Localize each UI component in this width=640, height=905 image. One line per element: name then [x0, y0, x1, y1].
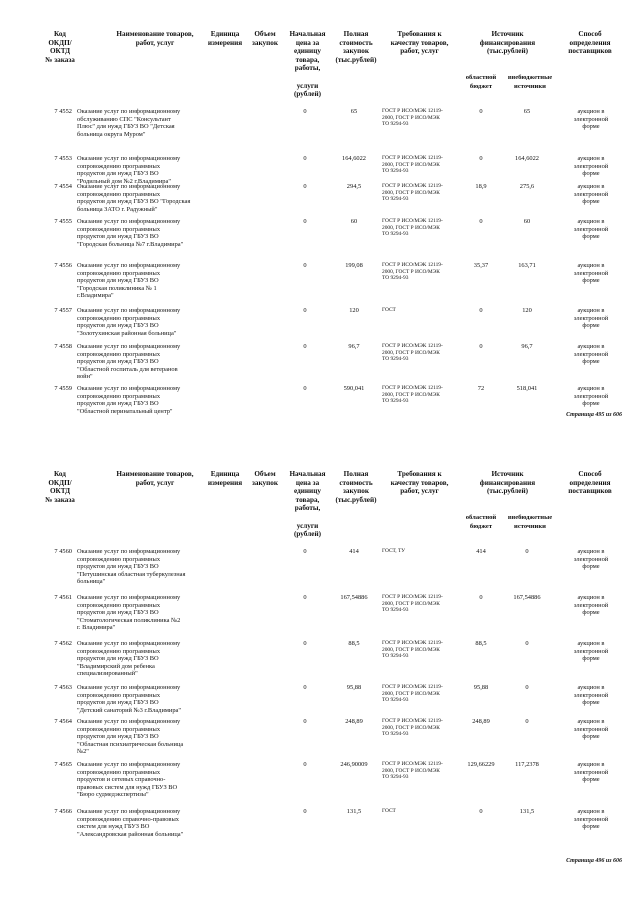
- row-full-cost: 95,88: [346, 684, 362, 691]
- row-full-cost: 65: [350, 108, 358, 115]
- row-regional: 0: [479, 108, 483, 115]
- header-source-extra: внебюджетные источники: [507, 514, 553, 530]
- table-row: [40, 108, 622, 155]
- row-code: 7 4563: [54, 684, 72, 691]
- header-name: Наименование товаров, работ, услуг: [116, 470, 194, 487]
- row-code: 7 4556: [54, 262, 72, 269]
- row-method: аукцион в электронной форме: [573, 262, 609, 285]
- row-full-cost: 164,6022: [342, 155, 366, 162]
- row-code: 7 4557: [54, 307, 72, 314]
- table-header: [40, 470, 622, 548]
- row-extra: 0: [525, 548, 529, 555]
- row-extra: 0: [525, 640, 529, 647]
- row-requirements: ГОСТ: [382, 808, 396, 814]
- row-start-price: 0: [303, 108, 307, 115]
- row-name: Оказание услуг по информационному сопровождению программных продуктов для нужд ГБУЗ ВО "Детский санаторий №3 г.Владимира": [77, 684, 181, 714]
- row-code: 7 4566: [54, 808, 72, 815]
- row-name: Оказание услуг по информационному сопровождению программных продуктов для нужд ГБУЗ ВО "Областной перинатальный центр": [77, 385, 181, 415]
- row-extra: 275,6: [519, 183, 535, 190]
- row-name: Оказание услуг по информационному обслуживанию СПС "Консультант Плюс" для нужд ГБУЗ ВО "Детская больница округа Муром": [77, 108, 181, 138]
- row-name: Оказание услуг по информационному сопровождению программных продуктов для нужд ГБУЗ ВО "Городская поликлиника № 1 г.Владимира": [77, 262, 181, 300]
- row-regional: 248,89: [472, 718, 490, 725]
- row-start-price: 0: [303, 218, 307, 225]
- row-regional: 95,88: [473, 684, 489, 691]
- header-requirements: Требования к качеству товаров, работ, услуг: [390, 470, 449, 496]
- row-regional: 18,9: [475, 183, 487, 190]
- row-extra: 96,7: [521, 343, 533, 350]
- row-requirements: ГОСТ Р ИСО/МЭК 12119- 2000, ГОСТ Р ИСО/МЭК ТО 9294-93: [382, 640, 443, 660]
- row-code: 7 4560: [54, 548, 72, 555]
- row-name: Оказание услуг по информационному сопровождению программных продуктов для нужд ГБУЗ ВО "Золотухинская районная больница": [77, 307, 181, 337]
- row-start-price: 0: [303, 155, 307, 162]
- row-extra: 0: [525, 684, 529, 691]
- header-start-price: Начальная цена за единицу товара, работы, услуги (рублей): [289, 470, 326, 539]
- table-row: [40, 385, 622, 417]
- row-requirements: ГОСТ Р ИСО/МЭК 12119- 2000, ГОСТ Р ИСО/МЭК ТО 9294-93: [382, 183, 443, 203]
- row-full-cost: 120: [349, 307, 359, 314]
- row-requirements: ГОСТ, ТУ: [382, 548, 406, 554]
- row-name: Оказание услуг по информационному сопровождению программных продуктов и сетевых справочно- правовых систем для нужд ГБУЗ ВО "Бюро судмедэкспертизы": [77, 761, 181, 799]
- table-row: [40, 218, 622, 262]
- row-method: аукцион в электронной форме: [573, 761, 609, 784]
- row-code: 7 4558: [54, 343, 72, 350]
- row-full-cost: 590,041: [343, 385, 365, 392]
- row-method: аукцион в электронной форме: [573, 594, 609, 617]
- row-extra: 0: [525, 718, 529, 725]
- row-start-price: 0: [303, 343, 307, 350]
- row-extra: 167,54886: [513, 594, 541, 601]
- row-method: аукцион в электронной форме: [573, 808, 609, 831]
- row-full-cost: 414: [349, 548, 359, 555]
- row-method: аукцион в электронной форме: [573, 108, 609, 131]
- table-row: [40, 343, 622, 385]
- header-code: Код ОКДП/ ОКТД № заказа: [45, 30, 75, 64]
- row-name: Оказание услуг по информационному сопровождению программных продуктов для нужд ГБУЗ ВО "Областная психиатрическая больница №2": [77, 718, 184, 756]
- row-start-price: 0: [303, 640, 307, 647]
- table-header: [40, 30, 622, 108]
- row-start-price: 0: [303, 761, 307, 768]
- row-full-cost: 248,89: [345, 718, 363, 725]
- table-row: [40, 183, 622, 218]
- table-row: [40, 262, 622, 307]
- row-requirements: ГОСТ Р ИСО/МЭК 12119- 2000, ГОСТ Р ИСО/МЭК ТО 9294-93: [382, 385, 443, 405]
- row-regional: 0: [479, 307, 483, 314]
- row-start-price: 0: [303, 718, 307, 725]
- row-name: Оказание услуг по информационному сопровождению программных продуктов для нужд ГБУЗ ВО "Стоматологическая поликлиника №2 г. Владимира": [77, 594, 181, 632]
- header-method: Способ определения поставщиков: [568, 30, 612, 56]
- row-name: Оказание услуг по информационному сопровождению программных продуктов для нужд ГБУЗ ВО "Владимирский дом ребенка специализированный": [77, 640, 181, 678]
- row-start-price: 0: [303, 262, 307, 269]
- row-method: аукцион в электронной форме: [573, 718, 609, 741]
- row-full-cost: 60: [350, 218, 358, 225]
- page-number: Страница 496 из 606: [566, 858, 622, 864]
- table-row: [40, 155, 622, 183]
- row-start-price: 0: [303, 808, 307, 815]
- header-full-cost: Полная стоимость закупок (тыс.рублей): [335, 30, 377, 64]
- row-method: аукцион в электронной форме: [573, 548, 609, 571]
- table-row: [40, 548, 622, 594]
- row-method: аукцион в электронной форме: [573, 343, 609, 366]
- header-source-extra: внебюджетные источники: [507, 74, 553, 90]
- row-code: 7 4564: [54, 718, 72, 725]
- table-row: [40, 718, 622, 761]
- row-requirements: ГОСТ Р ИСО/МЭК 12119- 2000, ГОСТ Р ИСО/МЭК ТО 9294-93: [382, 155, 443, 175]
- header-source-regional: областной бюджет: [465, 514, 497, 530]
- row-code: 7 4562: [54, 640, 72, 647]
- row-start-price: 0: [303, 307, 307, 314]
- row-code: 7 4565: [54, 761, 72, 768]
- document-page-496: [40, 470, 622, 864]
- header-volume: Объем закупок: [252, 30, 278, 47]
- row-start-price: 0: [303, 594, 307, 601]
- row-name: Оказание услуг по информационному сопровождению программных продуктов для нужд ГБУЗ ВО "Областной госпиталь для ветеранов войн": [77, 343, 181, 381]
- row-requirements: ГОСТ Р ИСО/МЭК 12119- 2000, ГОСТ Р ИСО/МЭК ТО 9294-93: [382, 718, 443, 738]
- row-extra: 65: [523, 108, 531, 115]
- row-start-price: 0: [303, 385, 307, 392]
- row-start-price: 0: [303, 183, 307, 190]
- row-name: Оказание услуг по информационному сопровождению программных продуктов для нужд ГБУЗ ВО "Петушинская областная туберкулезная больница": [77, 548, 186, 586]
- row-code: 7 4553: [54, 155, 72, 162]
- header-unit: Единица измерения: [207, 30, 243, 47]
- header-requirements: Требования к качеству товаров, работ, услуг: [390, 30, 449, 56]
- row-requirements: ГОСТ Р ИСО/МЭК 12119- 2000, ГОСТ Р ИСО/МЭК ТО 9294-93: [382, 218, 443, 238]
- row-requirements: ГОСТ Р ИСО/МЭК 12119- 2000, ГОСТ Р ИСО/МЭК ТО 9294-93: [382, 262, 443, 282]
- table-row: [40, 808, 622, 842]
- row-regional: 88,5: [475, 640, 487, 647]
- row-code: 7 4554: [54, 183, 72, 190]
- row-full-cost: 88,5: [348, 640, 360, 647]
- row-method: аукцион в электронной форме: [573, 183, 609, 206]
- row-code: 7 4561: [54, 594, 72, 601]
- row-full-cost: 96,7: [348, 343, 360, 350]
- row-method: аукцион в электронной форме: [573, 218, 609, 241]
- row-name: Оказание услуг по информационному сопровождению справочно-правовых систем для нужд ГБУЗ ВО "Александровская районная больница": [77, 808, 184, 838]
- page-number: Страница 495 из 606: [566, 412, 622, 418]
- row-extra: 120: [522, 307, 532, 314]
- row-start-price: 0: [303, 548, 307, 555]
- row-start-price: 0: [303, 684, 307, 691]
- row-code: 7 4552: [54, 108, 72, 115]
- table-row: [40, 684, 622, 718]
- row-full-cost: 246,90009: [340, 761, 368, 768]
- header-start-price: Начальная цена за единицу товара, работы, услуги (рублей): [289, 30, 326, 99]
- row-requirements: ГОСТ Р ИСО/МЭК 12119- 2000, ГОСТ Р ИСО/МЭК ТО 9294-93: [382, 594, 443, 614]
- row-regional: 35,37: [473, 262, 489, 269]
- row-requirements: ГОСТ Р ИСО/МЭК 12119- 2000, ГОСТ Р ИСО/МЭК ТО 9294-93: [382, 343, 443, 363]
- row-extra: 131,5: [519, 808, 535, 815]
- row-name: Оказание услуг по информационному сопровождению программных продуктов для нужд ГБУЗ ВО "Родильный дом №2 г.Владимира": [77, 155, 181, 185]
- row-code: 7 4559: [54, 385, 72, 392]
- row-extra: 164,6022: [515, 155, 539, 162]
- header-name: Наименование товаров, работ, услуг: [116, 30, 194, 47]
- row-regional: 129,66229: [467, 761, 495, 768]
- header-unit: Единица измерения: [207, 470, 243, 487]
- row-extra: 60: [523, 218, 531, 225]
- header-source: Источник финансирования (тыс.рублей): [479, 470, 536, 496]
- row-code: 7 4555: [54, 218, 72, 225]
- row-full-cost: 167,54886: [340, 594, 368, 601]
- row-regional: 0: [479, 594, 483, 601]
- row-extra: 163,71: [518, 262, 536, 269]
- row-requirements: ГОСТ Р ИСО/МЭК 12119- 2000, ГОСТ Р ИСО/МЭК ТО 9294-93: [382, 108, 443, 128]
- row-method: аукцион в электронной форме: [573, 155, 609, 178]
- row-full-cost: 199,08: [345, 262, 363, 269]
- header-method: Способ определения поставщиков: [568, 470, 612, 496]
- row-regional: 0: [479, 343, 483, 350]
- header-code: Код ОКДП/ ОКТД № заказа: [45, 470, 75, 504]
- row-name: Оказание услуг по информационному сопровождению программных продуктов для нужд ГБУЗ ВО "Городская больница ЗАТО г. Радужный": [77, 183, 191, 213]
- row-requirements: ГОСТ Р ИСО/МЭК 12119- 2000, ГОСТ Р ИСО/МЭК ТО 9294-93: [382, 684, 443, 704]
- row-regional: 0: [479, 155, 483, 162]
- row-requirements: ГОСТ Р ИСО/МЭК 12119- 2000, ГОСТ Р ИСО/МЭК ТО 9294-93: [382, 761, 443, 781]
- table-row: [40, 761, 622, 808]
- header-full-cost: Полная стоимость закупок (тыс.рублей): [335, 470, 377, 504]
- row-regional: 0: [479, 218, 483, 225]
- row-extra: 117,2378: [515, 761, 539, 768]
- table-row: [40, 594, 622, 640]
- document-page-495: [40, 30, 622, 417]
- row-method: аукцион в электронной форме: [573, 640, 609, 663]
- row-method: аукцион в электронной форме: [573, 307, 609, 330]
- row-regional: 0: [479, 808, 483, 815]
- row-extra: 518,041: [516, 385, 538, 392]
- header-source-regional: областной бюджет: [465, 74, 497, 90]
- row-full-cost: 294,5: [346, 183, 362, 190]
- table-row: [40, 307, 622, 343]
- row-requirements: ГОСТ: [382, 307, 396, 313]
- row-regional: 414: [476, 548, 486, 555]
- header-volume: Объем закупок: [252, 470, 278, 487]
- row-name: Оказание услуг по информационному сопровождению программных продуктов для нужд ГБУЗ ВО "Городская больница №7 г.Владимира": [77, 218, 184, 248]
- row-method: аукцион в электронной форме: [573, 385, 609, 408]
- row-method: аукцион в электронной форме: [573, 684, 609, 707]
- table-row: [40, 640, 622, 684]
- header-source: Источник финансирования (тыс.рублей): [479, 30, 536, 56]
- row-full-cost: 131,5: [346, 808, 362, 815]
- row-regional: 72: [477, 385, 485, 392]
